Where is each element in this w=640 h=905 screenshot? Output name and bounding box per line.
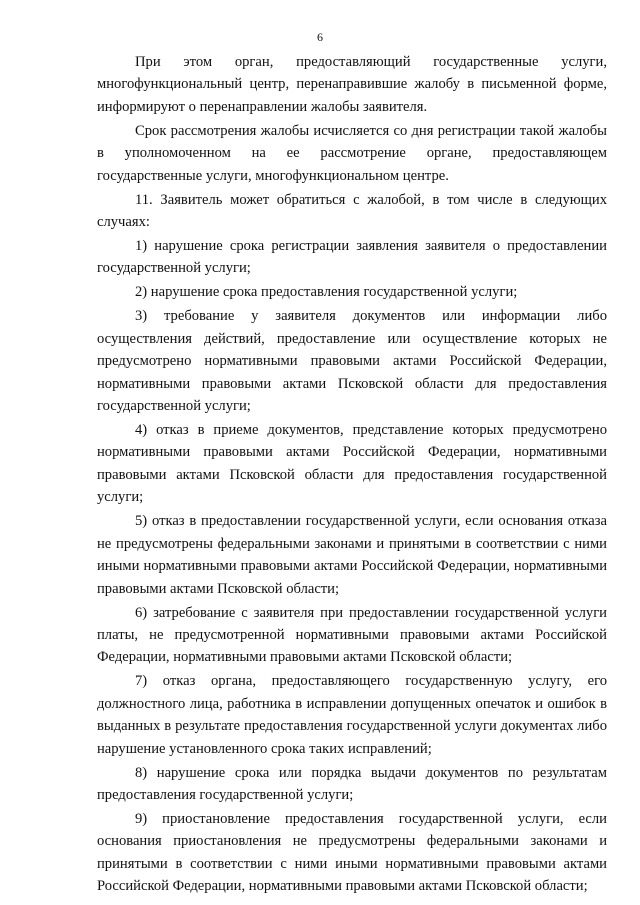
list-item-6: 6) затребование с заявителя при предоставлении государственной услуги платы, не предусмотренной нормативными правовыми актами Российской Федерации, нормативными правовыми актами Псковской области; bbox=[97, 604, 607, 666]
list-item-4: 4) отказ в приеме документов, представление которых предусмотрено нормативными правовыми актами Российской Федерации, нормативными правовыми актами Псковской области для предоставления государственной услуги; bbox=[97, 422, 607, 506]
list-item-9: 9) приостановление предоставления государственной услуги, если основания приостановления не предусмотрены федеральными законами и принятыми в соответствии с ними иными нормативными правовыми актами Российской Федерации, нормативными правовыми актами Псковской области; bbox=[97, 810, 607, 895]
list-item-5: 5) отказ в предоставлении государственной услуги, если основания отказа не предусмотрены федеральными законами и принятыми в соответствии с ними иными нормативными правовыми актами Российской Федерации, нормативными правовыми актами Псковской области; bbox=[97, 513, 607, 597]
list-item-7: 7) отказ органа, предоставляющего государственную услугу, его должностного лица, работника в исправлении допущенных опечаток и ошибок в выданных в результате предоставления государственной услуги документах либо нарушение установленного срока таких исправлений; bbox=[97, 673, 607, 757]
list-item-8: 8) нарушение срока или порядка выдачи документов по результатам предоставления государственной услуги; bbox=[97, 764, 607, 803]
list-item-3: 3) требование у заявителя документов или информации либо осуществления действий, предоставление или осуществление которых не предусмотрено нормативными правовыми актами Российской Федерации, нормативными правовыми актами Псковской области для предоставления государственной услуги; bbox=[97, 308, 607, 415]
paragraph-review-term: Срок рассмотрения жалобы исчисляется со дня регистрации такой жалобы в уполномоченном на ее рассмотрение органе, предоставляющем государственные услуги, многофункциональном центре. bbox=[97, 122, 607, 184]
paragraph-complaint-cases-intro: 11. Заявитель может обратиться с жалобой, в том числе в следующих случаях: bbox=[97, 191, 607, 231]
body-text bbox=[97, 51, 607, 899]
page-number: 6 bbox=[317, 30, 323, 44]
list-item-2: 2) нарушение срока предоставления государственной услуги; bbox=[135, 284, 518, 301]
list-item-1: 1) нарушение срока регистрации заявления заявителя о предоставлении государственной услуги; bbox=[97, 238, 607, 277]
paragraph-redirect-notice: При этом орган, предоставляющий государственные услуги, многофункциональный центр, перенаправившие жалобу в письменной форме, информируют о перенаправлении жалобы заявителя. bbox=[97, 54, 607, 115]
